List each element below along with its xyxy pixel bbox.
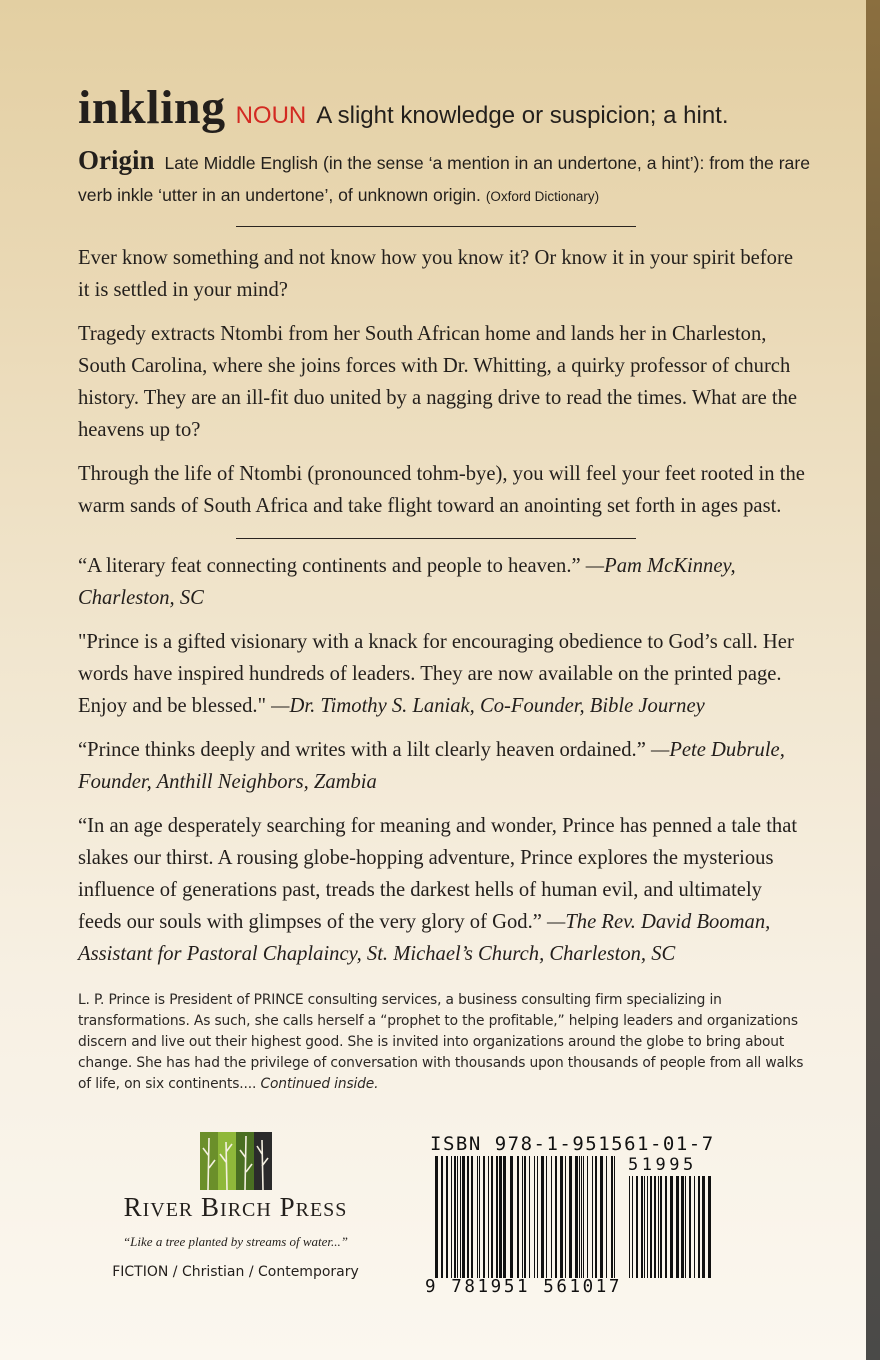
barcode-bar [575, 1156, 578, 1278]
price-code: 51995 [628, 1155, 697, 1175]
publisher-name: RIVER BIRCH PRESS [123, 1192, 348, 1222]
barcode-bar [491, 1156, 493, 1278]
part-of-speech: NOUN [235, 102, 307, 129]
barcode-bar [606, 1156, 607, 1278]
barcode-bar [647, 1176, 648, 1278]
endorsement-1 [78, 550, 808, 614]
barcode-bar [581, 1156, 582, 1278]
barcode-bar [600, 1156, 603, 1278]
barcode-bar [541, 1156, 544, 1278]
barcode-bar [698, 1176, 700, 1278]
divider-top [236, 226, 636, 227]
barcode-bar [457, 1156, 458, 1278]
origin-block [78, 144, 818, 213]
barcode-bar [660, 1176, 662, 1278]
blurb-text-3: Through the life of Ntombi (pronounced tohm-bye), you will feel your feet rooted in the warm sands of South Africa and take flight toward an anointing set forth in ages past. [78, 463, 805, 517]
barcode-bar [595, 1156, 597, 1278]
barcode-bar [546, 1156, 547, 1278]
barcode-bar [446, 1156, 448, 1278]
barcode-bar [676, 1176, 679, 1278]
barcode-icon [425, 1156, 721, 1278]
endorsement-quote: “In an age desperately searching for meaning and wonder, Prince has penned a tale that slakes our thirst. A rousing globe-hopping adventure, Prince explores the mysterious influence of generations past, treads the darkest hells of human evil, and ultimately feeds our souls with glimpses of the very glory of God.” [78, 815, 798, 933]
barcode-bar [441, 1156, 443, 1278]
barcode-bar [611, 1156, 613, 1278]
barcode-bar [689, 1176, 691, 1278]
barcode-bar [636, 1176, 638, 1278]
blurb-text-2: Tragedy extracts Ntombi from her South African home and lands her in Charleston, South Carolina, where she joins forces with Dr. Whitting, a quirky professor of church history. They are an ill-fit duo united by a nagging drive to read the times. What are the heavens up to? [78, 323, 798, 441]
barcode-bar [555, 1156, 557, 1278]
barcode-bar [462, 1156, 465, 1278]
endorsement-4 [78, 810, 808, 970]
barcode-bar [644, 1176, 645, 1278]
barcode-bar [467, 1156, 469, 1278]
origin-label: Origin [78, 145, 155, 175]
barcode-bar [592, 1156, 593, 1278]
definition-heading [78, 80, 729, 135]
barcode-bar [632, 1176, 633, 1278]
isbn-text: ISBN 978-1-951561-01-7 [430, 1133, 715, 1155]
barcode-bar [503, 1156, 506, 1278]
barcode-bar [681, 1176, 684, 1278]
endorsement-attribution: —Dr. Timothy S. Laniak, Co-Founder, Bible Journey [271, 695, 705, 717]
barcode-bar [451, 1156, 452, 1278]
barcode-bar [534, 1156, 535, 1278]
continued-inside: Continued inside. [260, 1076, 379, 1092]
publisher-tagline: “Like a tree planted by streams of water...” [122, 1234, 349, 1249]
barcode-bar [702, 1176, 705, 1278]
barcode-bar [694, 1176, 695, 1278]
endorsement-quote: “A literary feat connecting continents and people to heaven.” [78, 555, 581, 577]
endorsement-2 [78, 626, 808, 722]
barcode-bar [510, 1156, 513, 1278]
barcode-bar [460, 1156, 461, 1278]
barcode-bar [517, 1156, 519, 1278]
barcode-bar [629, 1176, 630, 1278]
barcode-bar [560, 1156, 563, 1278]
blurb-paragraph-1 [78, 242, 808, 306]
barcode-bar [551, 1156, 552, 1278]
barcode-bar [522, 1156, 523, 1278]
definition-text: A slight knowledge or suspicion; a hint. [316, 102, 729, 129]
barcode-bar [477, 1156, 478, 1278]
barcode-bar [435, 1156, 438, 1278]
barcode-bar [565, 1156, 566, 1278]
barcode-bar [488, 1156, 489, 1278]
blurb-paragraph-3 [78, 458, 808, 522]
barcode-bar [496, 1156, 498, 1278]
blurb-text-1: Ever know something and not know how you know it? Or know it in your spirit before it is settled in your mind? [78, 247, 793, 301]
barcode-bar [665, 1176, 667, 1278]
author-bio [78, 990, 808, 1095]
endorsement-attribution: —The Rev. David Booman, Assistant for Pastoral Chaplaincy, St. Michael’s Church, Charleston, SC [78, 911, 771, 965]
blurb-paragraph-2 [78, 318, 808, 446]
genre-label: FICTION / Christian / Contemporary [112, 1264, 359, 1280]
barcode-bar [569, 1156, 572, 1278]
barcode-bar [524, 1156, 526, 1278]
divider-middle [236, 538, 636, 539]
barcode-bar [537, 1156, 538, 1278]
spine-edge [866, 0, 880, 1360]
origin-source: (Oxford Dictionary) [485, 189, 600, 204]
endorsement-3 [78, 734, 808, 798]
endorsement-attribution: —Pam McKinney, Charleston, SC [78, 555, 736, 609]
endorsement-quote: “Prince thinks deeply and writes with a lilt clearly heaven ordained.” [78, 739, 646, 761]
barcode-bar [454, 1156, 456, 1278]
barcode-bar [614, 1156, 615, 1278]
barcode-bar [579, 1156, 580, 1278]
barcode-bar [479, 1156, 480, 1278]
author-bio-text: L. P. Prince is President of PRINCE consulting services, a business consulting firm specializing in transformations. As such, she calls herself a “prophet to the profitable,” helping leaders and organizations discern and live out their highest good. She is invited into organizations around the globe to bring about change. She has had the privilege of conversation with thousands upon thousands of people from all walks of life, on six continents.... [78, 992, 804, 1092]
barcode-bar [708, 1176, 711, 1278]
barcode-bar [650, 1176, 652, 1278]
barcode-bar [529, 1156, 530, 1278]
endorsement-quote: "Prince is a gifted visionary with a knack for encouraging obedience to God’s call. Her words have inspired hundreds of leaders. They are now available on the printed page. Enjoy and be blessed." [78, 631, 794, 717]
barcode-bar [483, 1156, 485, 1278]
barcode-bar [641, 1176, 643, 1278]
barcode-bar [670, 1176, 673, 1278]
headword: inkling [78, 81, 226, 134]
barcode-bar [499, 1156, 502, 1278]
origin-text: Late Middle English (in the sense ‘a mention in an undertone, a hint’): from the rare verb inkle ‘utter in an undertone’, of unknown origin. [78, 153, 810, 205]
barcode-digits: 9 781951 561017 [425, 1277, 623, 1297]
barcode-bar [654, 1176, 656, 1278]
river-birch-logo-icon [200, 1132, 272, 1190]
barcode-bar [685, 1176, 686, 1278]
barcode-bar [583, 1156, 584, 1278]
barcode-bar [587, 1156, 588, 1278]
barcode-bar [471, 1156, 473, 1278]
endorsement-attribution: —Pete Dubrule, Founder, Anthill Neighbors, Zambia [78, 739, 785, 793]
barcode-bar [658, 1176, 659, 1278]
